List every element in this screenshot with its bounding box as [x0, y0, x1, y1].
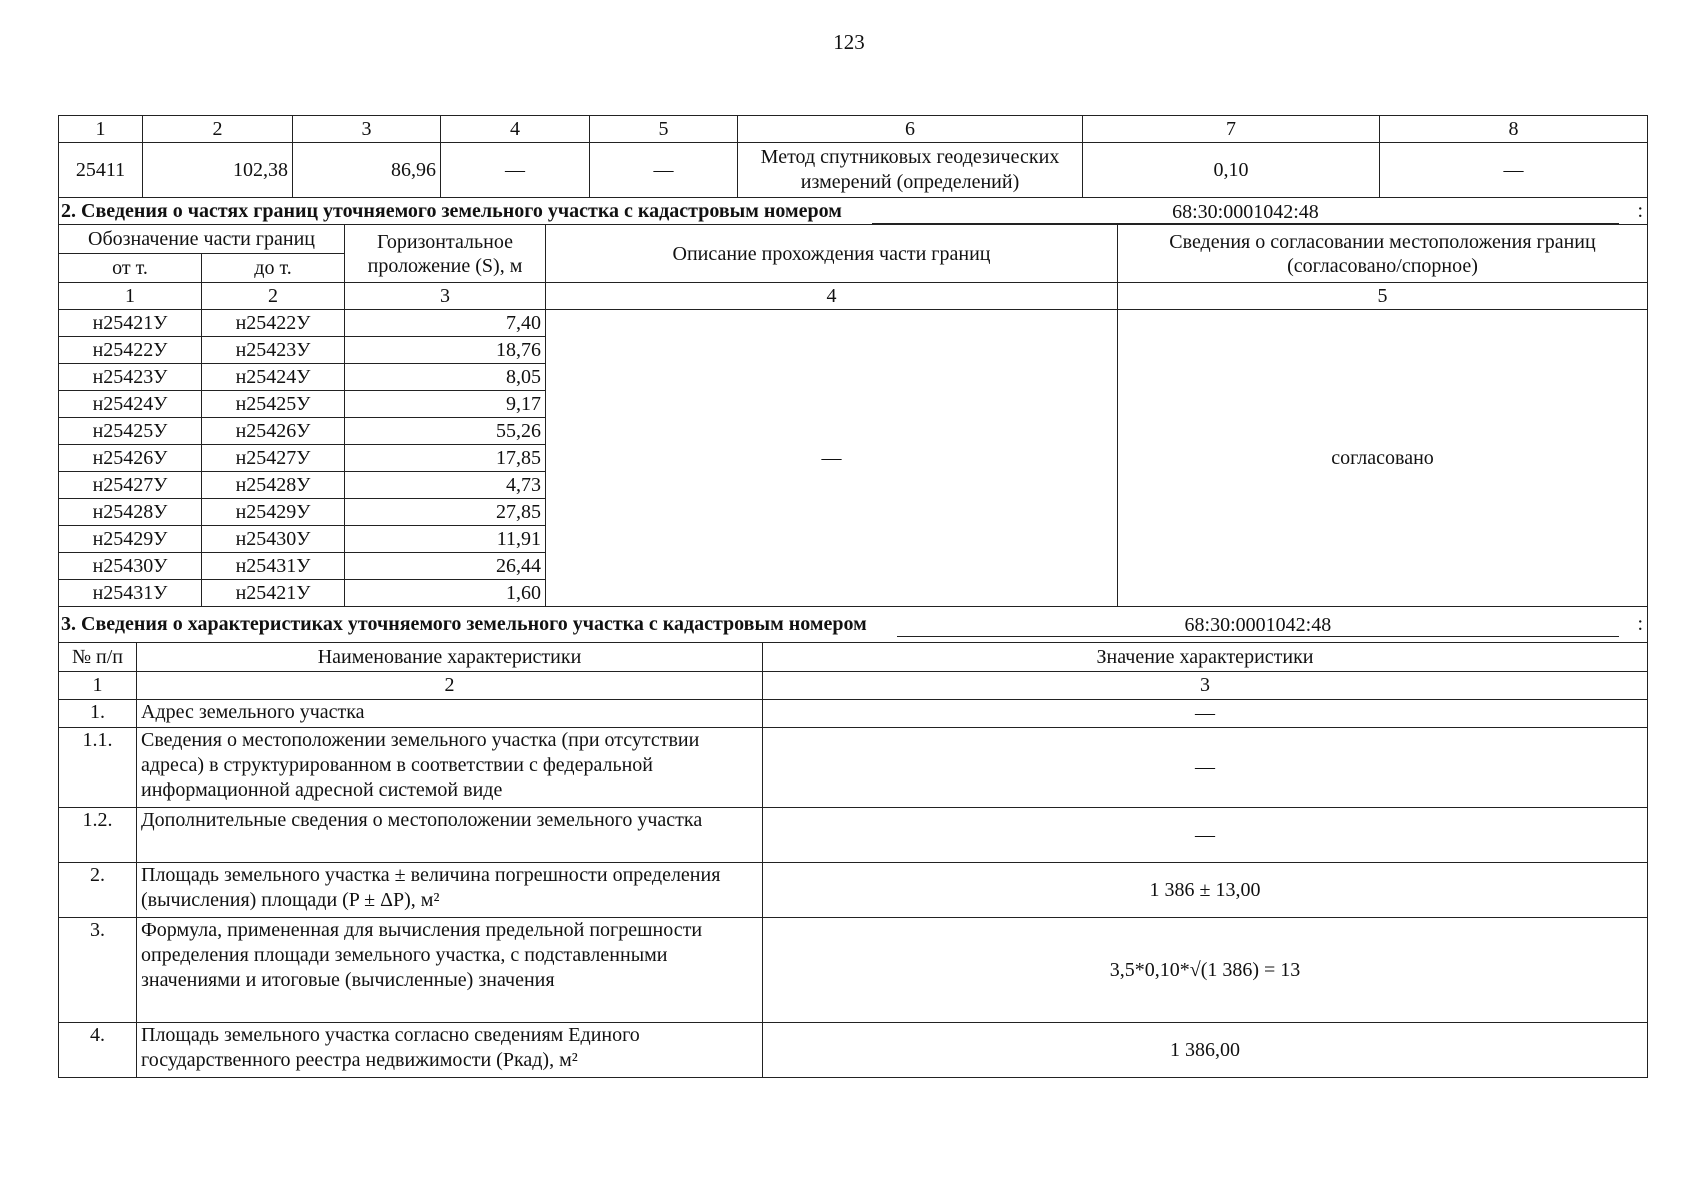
- characteristic-name: Площадь земельного участка ± величина погрешности определения (вычисления) площади (P ± ΔP), м²: [137, 863, 763, 918]
- s-cell: 11,91: [345, 526, 546, 553]
- characteristic-name: Сведения о местоположении земельного участка (при отсутствии адреса) в структурированном в соответствии с федеральной информационной адресной системой виде: [137, 728, 763, 808]
- col-num: 5: [1118, 283, 1648, 310]
- designation-header: Обозначение части границ: [59, 225, 345, 254]
- characteristic-value: 1 386,00: [763, 1023, 1648, 1078]
- col8-cell: —: [1380, 143, 1648, 198]
- section3-colon: :: [1637, 613, 1644, 635]
- from-cell: н25423У: [59, 364, 202, 391]
- s-cell: 26,44: [345, 553, 546, 580]
- col5-cell: —: [590, 143, 738, 198]
- row-number: 4.: [59, 1023, 137, 1078]
- to-header: до т.: [202, 254, 345, 283]
- s-cell: 17,85: [345, 445, 546, 472]
- section2-colon: :: [1637, 199, 1643, 222]
- s-cell: 8,05: [345, 364, 546, 391]
- document-body: [58, 115, 1647, 1078]
- section3-title: 3. Сведения о характеристиках уточняемого земельного участка с кадастровым номером: [61, 613, 867, 635]
- characteristic-name: Адрес земельного участка: [137, 700, 763, 728]
- num-header: № п/п: [59, 643, 137, 672]
- row-number: 1.: [59, 700, 137, 728]
- from-header: от т.: [59, 254, 202, 283]
- from-cell: н25430У: [59, 553, 202, 580]
- to-cell: н25431У: [202, 553, 345, 580]
- from-cell: н25421У: [59, 310, 202, 337]
- row-number: 1.2.: [59, 808, 137, 863]
- point-cell: 25411: [59, 143, 143, 198]
- s-cell: 55,26: [345, 418, 546, 445]
- y-cell: 86,96: [293, 143, 441, 198]
- col-num: 4: [546, 283, 1118, 310]
- header-row: [59, 643, 1648, 672]
- col-num: 5: [590, 116, 738, 143]
- col-num: 1: [59, 116, 143, 143]
- column-numbers-row: [59, 283, 1648, 310]
- s-cell: 7,40: [345, 310, 546, 337]
- from-cell: н25426У: [59, 445, 202, 472]
- table-row: [59, 918, 1648, 1023]
- col-num: 2: [143, 116, 293, 143]
- section3-cadastral-number: 68:30:0001042:48: [897, 614, 1619, 637]
- section2-cadastral-number: 68:30:0001042:48: [872, 201, 1619, 224]
- from-cell: н25427У: [59, 472, 202, 499]
- section3-title-row: [59, 607, 1648, 643]
- characteristics-table: [58, 607, 1648, 1078]
- section2-title-row: [59, 198, 1648, 225]
- s-cell: 4,73: [345, 472, 546, 499]
- to-cell: н25428У: [202, 472, 345, 499]
- to-cell: н25422У: [202, 310, 345, 337]
- row-number: 2.: [59, 863, 137, 918]
- characteristic-value: 3,5*0,10*√(1 386) = 13: [763, 918, 1648, 1023]
- s-cell: 18,76: [345, 337, 546, 364]
- from-cell: н25429У: [59, 526, 202, 553]
- to-cell: н25427У: [202, 445, 345, 472]
- to-cell: н25426У: [202, 418, 345, 445]
- horizontal-header: Горизонтальное проложение (S), м: [345, 225, 546, 283]
- characteristic-value: —: [763, 728, 1648, 808]
- col-num: 2: [137, 672, 763, 700]
- to-cell: н25423У: [202, 337, 345, 364]
- to-cell: н25424У: [202, 364, 345, 391]
- to-cell: н25429У: [202, 499, 345, 526]
- col-num: 4: [441, 116, 590, 143]
- to-cell: н25421У: [202, 580, 345, 607]
- from-cell: н25428У: [59, 499, 202, 526]
- table-row: [59, 700, 1648, 728]
- value-header: Значение характеристики: [763, 643, 1648, 672]
- x-cell: 102,38: [143, 143, 293, 198]
- characteristic-value: —: [763, 700, 1648, 728]
- col-num: 8: [1380, 116, 1648, 143]
- to-cell: н25425У: [202, 391, 345, 418]
- characteristic-name: Площадь земельного участка согласно сведениям Единого государственного реестра недвижимости (Ркад), м²: [137, 1023, 763, 1078]
- s-cell: 1,60: [345, 580, 546, 607]
- table-row: [59, 728, 1648, 808]
- description-header: Описание прохождения части границ: [546, 225, 1118, 283]
- column-numbers-row: [59, 116, 1648, 143]
- description-value: —: [546, 310, 1118, 607]
- s-cell: 27,85: [345, 499, 546, 526]
- from-cell: н25424У: [59, 391, 202, 418]
- name-header: Наименование характеристики: [137, 643, 763, 672]
- characteristic-value: 1 386 ± 13,00: [763, 863, 1648, 918]
- col-num: 1: [59, 283, 202, 310]
- row-number: 3.: [59, 918, 137, 1023]
- characteristic-name: Дополнительные сведения о местоположении земельного участка: [137, 808, 763, 863]
- table-row: [59, 143, 1648, 198]
- header-row: [59, 225, 1648, 254]
- to-cell: н25430У: [202, 526, 345, 553]
- col-num: 7: [1083, 116, 1380, 143]
- method-cell: Метод спутниковых геодезических измерений (определений): [738, 143, 1083, 198]
- from-cell: н25422У: [59, 337, 202, 364]
- from-cell: н25425У: [59, 418, 202, 445]
- section2-title: 2. Сведения о частях границ уточняемого земельного участка с кадастровым номером: [61, 199, 842, 222]
- column-numbers-row: [59, 672, 1648, 700]
- table-row: [59, 808, 1648, 863]
- page-number: 123: [833, 30, 865, 54]
- s-cell: 9,17: [345, 391, 546, 418]
- col-num: 3: [293, 116, 441, 143]
- characteristic-name: Формула, примененная для вычисления предельной погрешности определения площади земельного участка, с подставленными значениями и итоговые (вычисленные) значения: [137, 918, 763, 1023]
- from-cell: н25431У: [59, 580, 202, 607]
- col-num: 2: [202, 283, 345, 310]
- characteristic-value: —: [763, 808, 1648, 863]
- col-num: 3: [345, 283, 546, 310]
- col-num: 1: [59, 672, 137, 700]
- coordinates-table: [58, 115, 1648, 224]
- row-number: 1.1.: [59, 728, 137, 808]
- table-row: [59, 310, 1648, 337]
- table-row: [59, 863, 1648, 918]
- boundary-parts-table: [58, 224, 1648, 607]
- col-num: 3: [763, 672, 1648, 700]
- agreement-header: Сведения о согласовании местоположения границ (согласовано/спорное): [1118, 225, 1648, 283]
- accuracy-cell: 0,10: [1083, 143, 1380, 198]
- col4-cell: —: [441, 143, 590, 198]
- agreement-value: согласовано: [1118, 310, 1648, 607]
- table-row: [59, 1023, 1648, 1078]
- col-num: 6: [738, 116, 1083, 143]
